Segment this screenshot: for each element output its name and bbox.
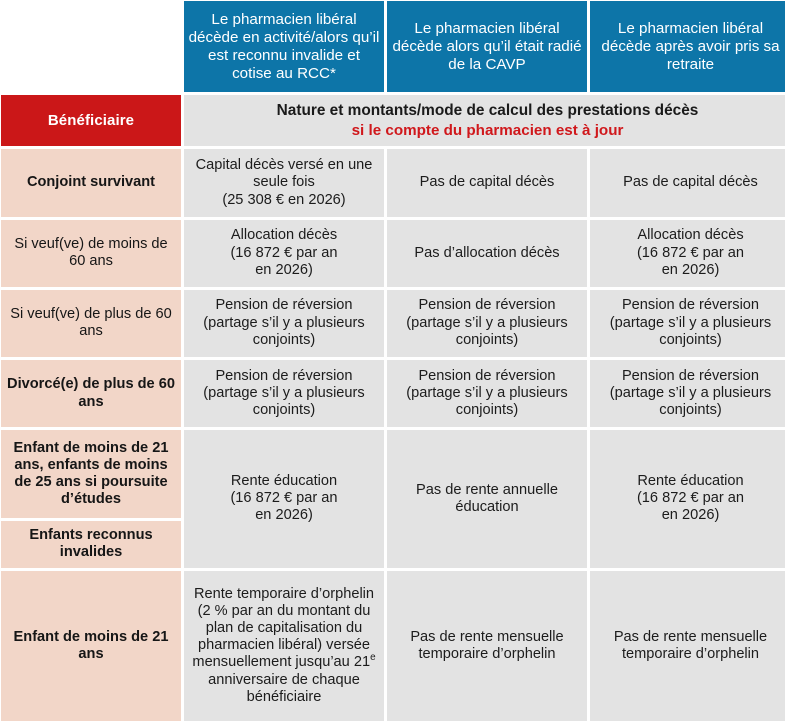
orphan-text-part-1: Rente temporaire d’orphelin: [193, 585, 375, 602]
cell-orphan-c1: [184, 571, 384, 721]
cell-r2c2: Pas d’allocation décès: [387, 220, 587, 287]
cell-education-c2: Pas de rente annuelle éducation: [387, 430, 587, 567]
cell-r3c1: Pension de réversion (partage s’il y a plusieurs conjoints): [184, 290, 384, 357]
cell-r1c2: Pas de capital décès: [387, 149, 587, 216]
cell-r3c2: Pension de réversion (partage s’il y a plusieurs conjoints): [387, 290, 587, 357]
stub-veuf-plus-60: Si veuf(ve) de plus de 60 ans: [1, 290, 181, 357]
table-row: [1, 290, 785, 357]
table-row: [1, 149, 785, 216]
cell-r4c3: Pension de réversion (partage s’il y a plusieurs conjoints): [590, 360, 785, 427]
cell-orphan-c3: Pas de rente mensuelle temporaire d’orphelin: [590, 571, 785, 721]
cell-education-c3: Rente éducation (16 872 € par an en 2026): [590, 430, 785, 567]
table-header-row: [1, 1, 785, 92]
beneficiary-header-cell: Bénéficiaire: [1, 95, 181, 146]
stub-enfants-etudes: Enfant de moins de 21 ans, enfants de moins de 25 ans si poursuite d’études: [1, 430, 181, 518]
cell-r2c1: Allocation décès (16 872 € par an en 2026): [184, 220, 384, 287]
cell-r2c3: Allocation décès (16 872 € par an en 2026): [590, 220, 785, 287]
column-header-radiated-death: Le pharmacien libéral décède alors qu’il était radié de la CAVP: [387, 1, 587, 92]
orphan-text-part-4: anniversaire de chaque bénéficiaire: [208, 671, 360, 705]
stub-divorce-plus-60: Divorcé(e) de plus de 60 ans: [1, 360, 181, 427]
cell-r1c3: Pas de capital décès: [590, 149, 785, 216]
stub-veuf-moins-60: Si veuf(ve) de moins de 60 ans: [1, 220, 181, 287]
stub-conjoint-survivant: Conjoint survivant: [1, 149, 181, 216]
orphan-text-part-3: versée mensuellement jusqu’au 21: [192, 637, 371, 671]
table-row: [1, 360, 785, 427]
orphan-ordinal-suffix: e: [370, 652, 376, 664]
table-row: [1, 220, 785, 287]
cell-r3c3: Pension de réversion (partage s’il y a plusieurs conjoints): [590, 290, 785, 357]
column-header-retired-death: Le pharmacien libéral décède après avoir pris sa retraite: [590, 1, 785, 92]
table-row: [1, 571, 785, 721]
banner-row: [1, 95, 785, 146]
column-header-active-death: Le pharmacien libéral décède en activité/alors qu’il est reconnu invalide et cotise au RCC*: [184, 1, 384, 92]
cell-orphan-c2: Pas de rente mensuelle temporaire d’orphelin: [387, 571, 587, 721]
stub-enfant-moins-21: Enfant de moins de 21 ans: [1, 571, 181, 721]
banner-line-1: Nature et montants/mode de calcul des prestations décès: [276, 101, 699, 119]
table-row: [1, 430, 785, 518]
cell-r4c1: Pension de réversion (partage s’il y a plusieurs conjoints): [184, 360, 384, 427]
orphan-text-part-2: (2 % par an du montant du plan de capitalisation du pharmacien libéral): [197, 602, 371, 654]
stub-enfants-invalides: Enfants reconnus invalides: [1, 521, 181, 567]
banner-cell: [184, 95, 785, 146]
corner-blank-cell: [1, 1, 181, 92]
cell-r4c2: Pension de réversion (partage s’il y a plusieurs conjoints): [387, 360, 587, 427]
banner-line-2: si le compte du pharmacien est à jour: [351, 122, 624, 139]
cell-r1c1: Capital décès versé en une seule fois (25 308 € en 2026): [184, 149, 384, 216]
cell-education-c1: Rente éducation (16 872 € par an en 2026): [184, 430, 384, 567]
